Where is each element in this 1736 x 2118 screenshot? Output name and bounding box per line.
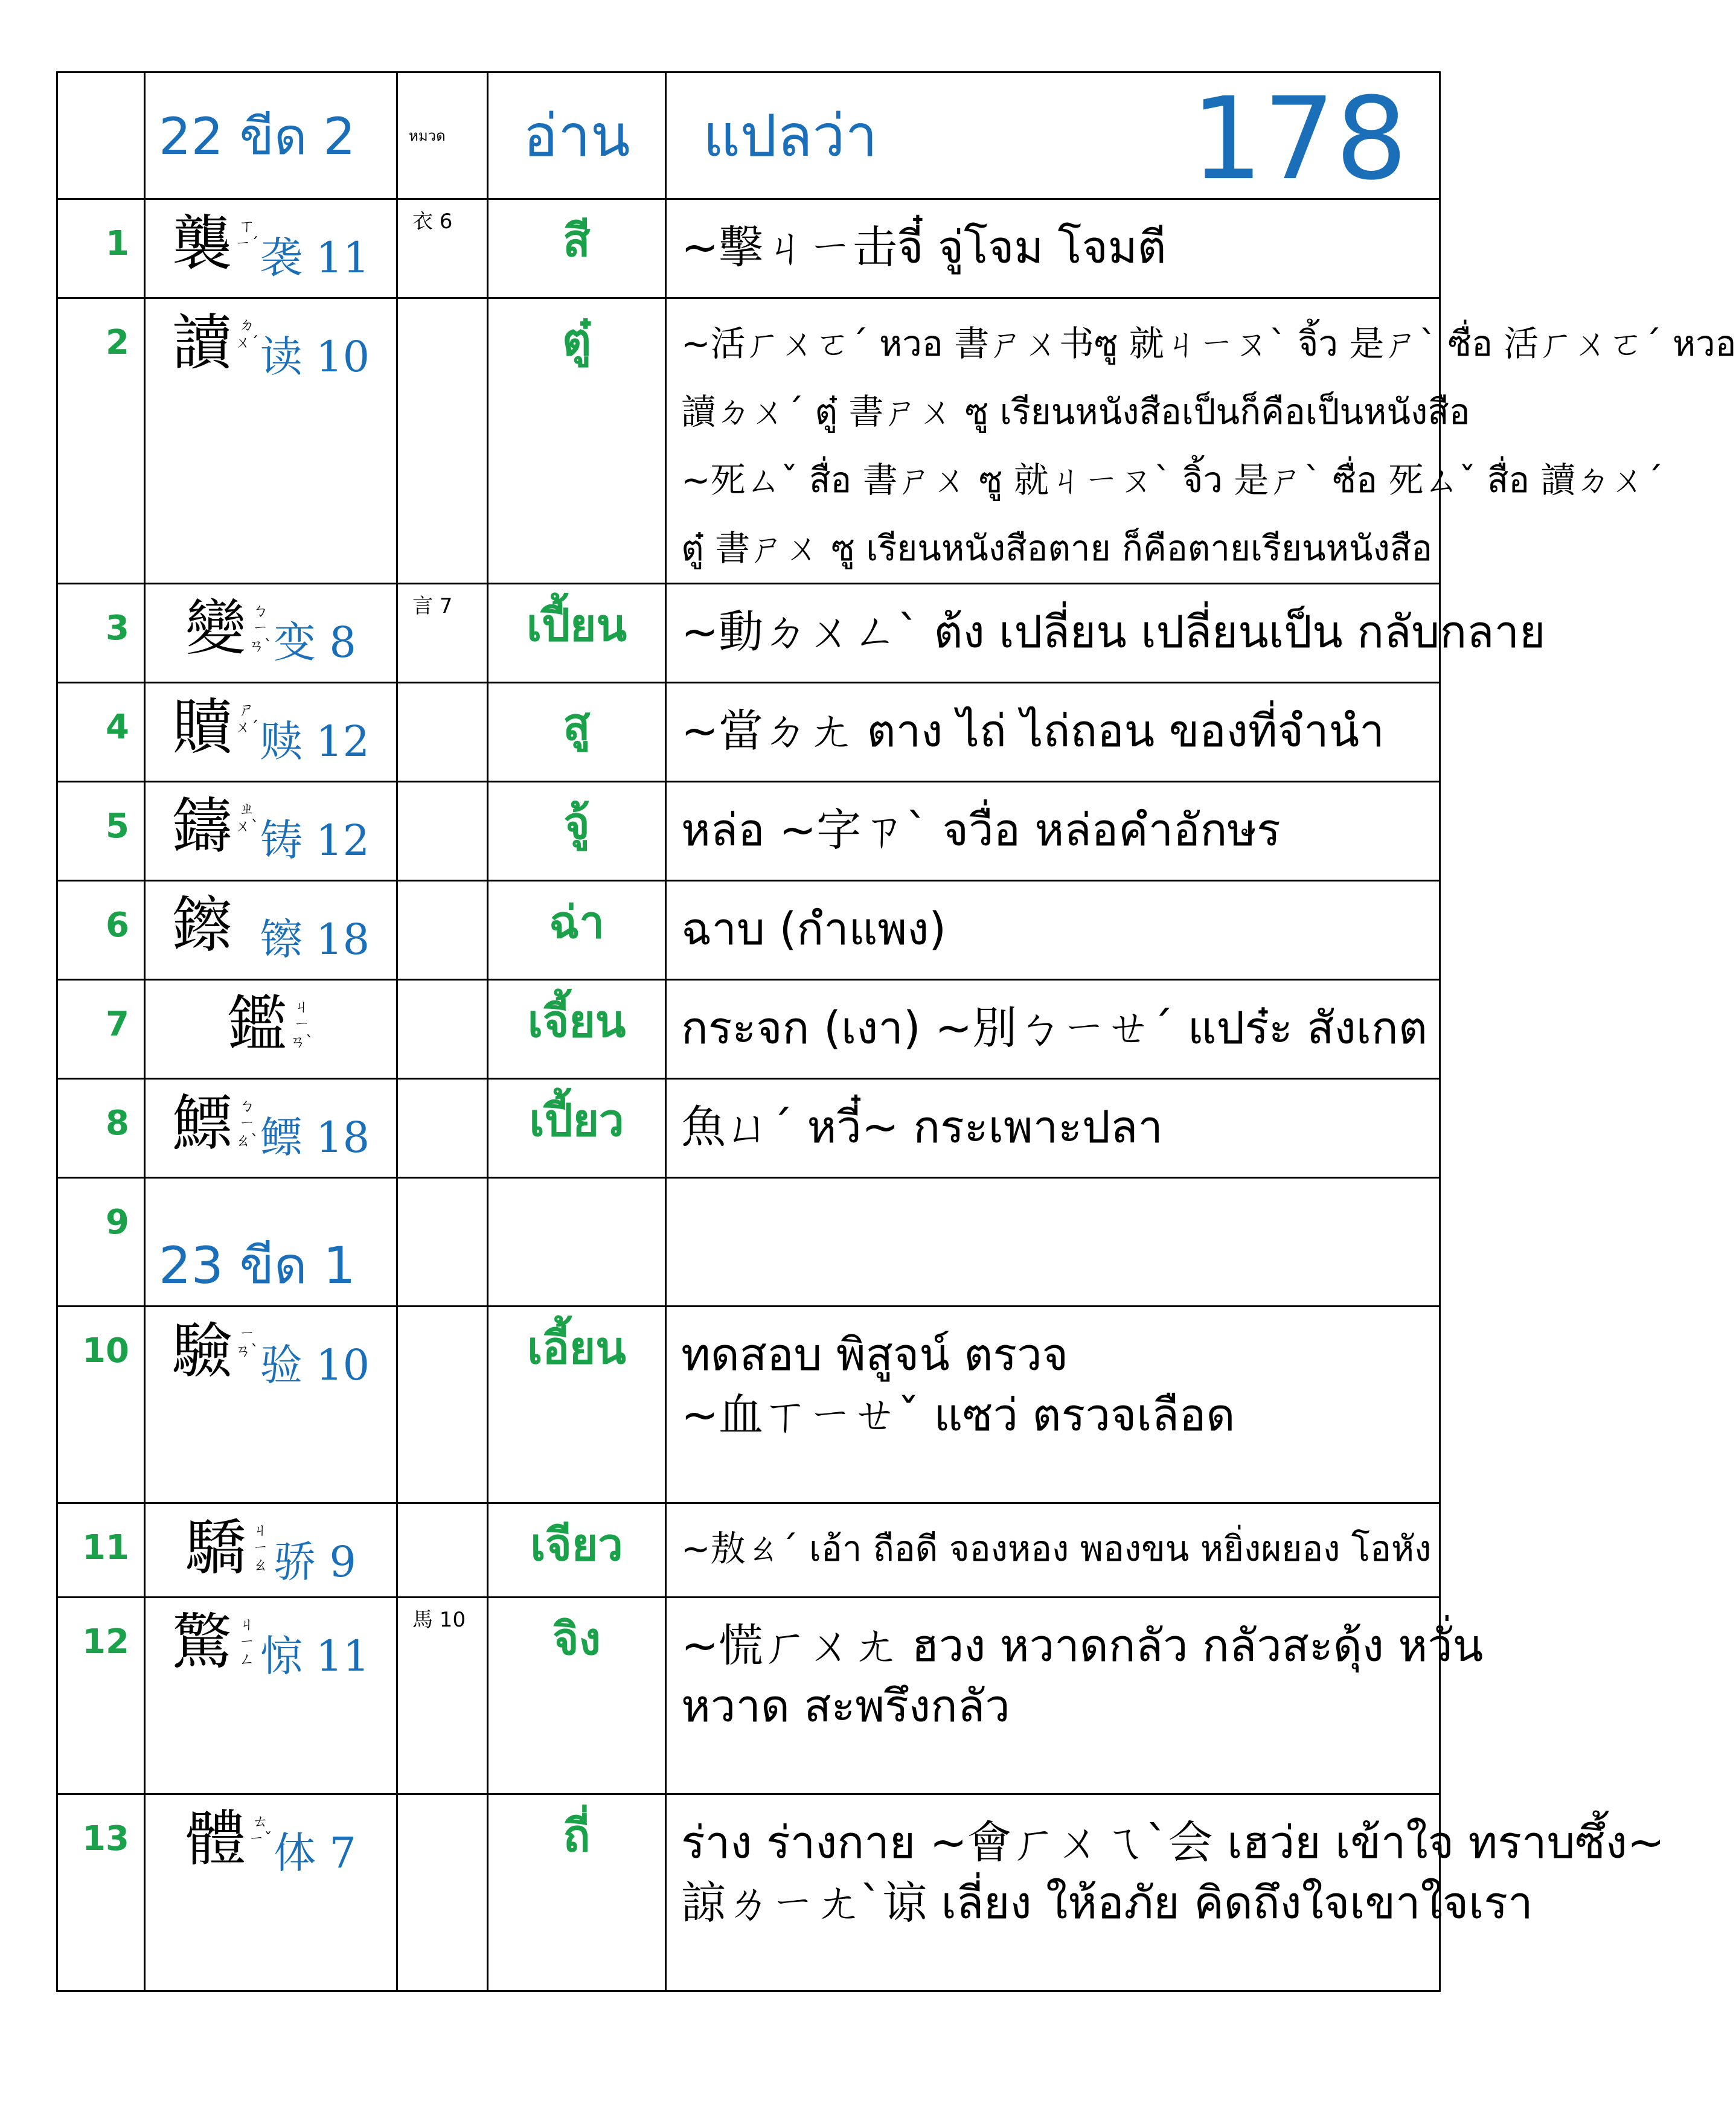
traditional-character: 鑑 [226, 989, 287, 1060]
character-group [146, 593, 396, 670]
definition-cell [666, 1503, 1440, 1598]
header-translation: แปลว่า [703, 101, 878, 170]
radical-cell [397, 298, 488, 584]
character-cell [145, 980, 397, 1079]
definition-line: 魚ㄩˊ หวี๋~ กระเพาะปลา [681, 1101, 1163, 1154]
definition-line: ~敖ㄠˊ เอ้า ถือดี จองหอง พองขน หยิ่งผยอง โอหัง [681, 1528, 1432, 1570]
definition-line: 讀ㄉㄨˊ ตู๋ 書ㄕㄨ ซู เรียนหนังสือเป็นก็คือเป็นหนังสือ [681, 391, 1470, 433]
zhuyin-annotation: ㄅㄧㄢˋ [248, 602, 272, 655]
definition-cell [666, 199, 1440, 298]
row-number: 12 [57, 1598, 145, 1794]
table-row [57, 1794, 1440, 1991]
traditional-character: 讀 [171, 307, 232, 378]
row-number: 2 [57, 298, 145, 584]
character-group [146, 208, 396, 285]
table-row [57, 1307, 1440, 1503]
radical-cell [397, 980, 488, 1079]
zhuyin-annotation: ㄓㄨˋ [235, 800, 259, 836]
character-cell [145, 782, 397, 881]
definition-line: ~死ㄙˇ สื่อ 書ㄕㄨ ซู 就ㄐㄧㄡˋ จิ้ว 是ㄕˋ ซื่อ 死ㄙˇ สื่อ 讀ㄉㄨˊ [681, 459, 1664, 501]
dictionary-table [56, 71, 1736, 1992]
thai-reading: จิง [488, 1598, 666, 1794]
thai-reading: เจี้ยน [488, 980, 666, 1079]
section-row [57, 1178, 1440, 1307]
zhuyin-annotation: ㄒㄧˊ [235, 217, 259, 253]
radical-cell [397, 1794, 488, 1991]
character-cell [145, 1503, 397, 1598]
traditional-character: 驗 [171, 1316, 232, 1387]
row-number: 13 [57, 1794, 145, 1991]
thai-reading: ตู๋ [488, 298, 666, 584]
definition-cell [666, 1079, 1440, 1178]
simplified-character: 变 8 [274, 618, 356, 668]
traditional-character: 贖 [171, 692, 232, 763]
radical-cell [397, 881, 488, 980]
character-cell [145, 199, 397, 298]
radical-cell: 衣 6 [397, 199, 488, 298]
thai-reading: จู้ [488, 782, 666, 881]
character-cell [145, 1307, 397, 1503]
zhuyin-annotation: ㄉㄨˊ [235, 316, 259, 352]
simplified-character: 读 10 [260, 332, 370, 382]
character-cell [145, 298, 397, 584]
definition-cell [666, 683, 1440, 782]
zhuyin-annotation: ㄕㄨˊ [235, 701, 259, 737]
row-number: 6 [57, 881, 145, 980]
definition-cell [666, 1794, 1665, 1991]
radical-cell [397, 782, 488, 881]
simplified-character: 体 7 [274, 1828, 356, 1878]
radical-cell: 馬 10 [397, 1598, 488, 1794]
row-number: 10 [57, 1307, 145, 1503]
definition-line: 諒ㄌㄧㄤˋ谅 เลี่ยง ให้อภัย คิดถึงใจเขาใจเรา [681, 1877, 1533, 1930]
section-stroke-count: 23 ขีด 1 [145, 1178, 397, 1307]
character-cell [145, 1598, 397, 1794]
definition-line: ตู๋ 書ㄕㄨ ซู เรียนหนังสือตาย ก็คือตายเรียนหนังสือ [681, 528, 1433, 569]
definition-cell [666, 584, 1546, 683]
simplified-character: 惊 11 [260, 1631, 370, 1681]
header-stroke-count: 22 ขีด 2 [145, 72, 397, 199]
definition-line: ~慌ㄏㄨㄤ ฮวง หวาดกลัว กลัวสะดุ้ง หวั่น [681, 1620, 1484, 1672]
definition-line: หล่อ ~字ㄗˋ จวื่อ หล่อคำอักษร [681, 804, 1281, 857]
thai-reading: ถี่ [488, 1794, 666, 1991]
row-number: 4 [57, 683, 145, 782]
table-row [57, 782, 1440, 881]
traditional-character: 鑔 [171, 890, 232, 961]
definition-line: ร่าง ร่างกาย ~會ㄏㄨㄟˋ会 เฮว่ย เข้าใจ ทราบซึ้ง~ [681, 1817, 1665, 1869]
radical-cell [397, 1307, 488, 1503]
definition-line: กระจก (เงา) ~別ㄅㄧㄝˊ แปร๋ะ สังเกต [681, 1002, 1427, 1055]
definition-cell [666, 298, 1736, 584]
table-row [57, 199, 1440, 298]
zhuyin-annotation: ㄧㄢˋ [235, 1325, 259, 1360]
row-number: 5 [57, 782, 145, 881]
character-group [146, 1607, 396, 1683]
character-group [146, 1316, 396, 1392]
definition-line: หวาด สะพรึงกลัว [681, 1680, 1010, 1733]
thai-reading: สี [488, 199, 666, 298]
character-cell [145, 683, 397, 782]
definition-cell [666, 881, 1440, 980]
thai-reading: เปี้ยน [488, 584, 666, 683]
table-row [57, 683, 1440, 782]
empty-cell [666, 1178, 1440, 1307]
thai-reading: เปี้ยว [488, 1079, 666, 1178]
row-number: 3 [57, 584, 145, 683]
header-number-cell [57, 72, 145, 199]
row-number: 8 [57, 1079, 145, 1178]
page-number: 178 [1191, 73, 1408, 205]
simplified-character: 铸 12 [260, 816, 370, 866]
character-group [146, 1803, 396, 1880]
zhuyin-annotation: ㄅㄧㄠˋ [235, 1097, 259, 1150]
definition-line: ~擊ㄐㄧ击จี๋ จู่โจม โจมตี [681, 222, 1167, 274]
character-group [146, 307, 396, 384]
table-row [57, 1503, 1440, 1598]
character-cell [145, 881, 397, 980]
row-number: 11 [57, 1503, 145, 1598]
zhuyin-annotation: ㄐㄧㄥ [239, 1616, 255, 1669]
traditional-character: 體 [185, 1803, 246, 1875]
definition-line: ~動ㄉㄨㄥˋ ต้ง เปลี่ยน เปลี่ยนเป็น กลับกลาย [681, 606, 1546, 659]
thai-reading: ฉ่า [488, 881, 666, 980]
radical-cell: 言 7 [397, 584, 488, 683]
simplified-character: 骄 9 [274, 1537, 356, 1587]
character-cell [145, 584, 397, 683]
simplified-character: 袭 11 [260, 233, 370, 283]
character-cell [145, 1794, 397, 1991]
simplified-character: 赎 12 [260, 717, 370, 767]
definition-line: ฉาบ (กำแพง) [681, 903, 947, 956]
definition-cell [666, 980, 1440, 1079]
character-group [146, 1512, 396, 1589]
character-group [146, 989, 396, 1060]
thai-reading: สู [488, 683, 666, 782]
character-cell [145, 1079, 397, 1178]
definition-line: ทดสอบ พิสูจน์ ตรวจ [681, 1329, 1069, 1381]
table-row [57, 298, 1440, 584]
simplified-character: 鳔 18 [260, 1113, 370, 1163]
radical-cell [397, 683, 488, 782]
character-group [146, 1088, 396, 1165]
definition-line: ~活ㄏㄨㄛˊ หวอ 書ㄕㄨ书ซู 就ㄐㄧㄡˋ จิ้ว 是ㄕˋ ซื่อ 活ㄏㄨㄛˊ หวอ [681, 323, 1736, 364]
header-reading: อ่าน [488, 72, 666, 199]
header-row [57, 72, 1440, 199]
row-number: 1 [57, 199, 145, 298]
character-group [146, 692, 396, 769]
zhuyin-annotation: ㄊㄧˇ [248, 1812, 272, 1848]
thai-reading: เจียว [488, 1503, 666, 1598]
character-group [146, 890, 396, 967]
definition-cell [666, 782, 1440, 881]
table-row [57, 584, 1440, 683]
table-row [57, 881, 1440, 980]
traditional-character: 驚 [171, 1607, 232, 1678]
simplified-character: 镲 18 [260, 915, 370, 965]
empty-cell [397, 1178, 488, 1307]
traditional-character: 變 [185, 593, 246, 664]
definition-cell [666, 1307, 1440, 1503]
radical-cell [397, 1079, 488, 1178]
traditional-character: 鰾 [171, 1088, 232, 1159]
row-number: 7 [57, 980, 145, 1079]
definition-cell [666, 1598, 1484, 1794]
simplified-character: 验 10 [260, 1340, 370, 1390]
zhuyin-annotation: ㄐㄧㄠ [252, 1521, 269, 1575]
definition-line: ~血ㄒㄧㄝˇ แซว่ ตรวจเลือด [681, 1389, 1235, 1442]
empty-cell [488, 1178, 666, 1307]
thai-reading: เอี้ยน [488, 1307, 666, 1503]
table-row [57, 1079, 1440, 1178]
zhuyin-annotation: ㄐㄧㄢˋ [289, 998, 313, 1051]
row-number: 9 [57, 1178, 145, 1307]
header-translation-cell [666, 72, 1440, 205]
traditional-character: 襲 [171, 208, 232, 279]
radical-cell [397, 1503, 488, 1598]
traditional-character: 驕 [185, 1512, 246, 1584]
traditional-character: 鑄 [171, 791, 232, 862]
header-radical: หมวด [397, 72, 488, 199]
table-row [57, 1598, 1440, 1794]
character-group [146, 791, 396, 868]
table-row [57, 980, 1440, 1079]
definition-line: ~當ㄉㄤ ตาง ไถ่ ไถ่ถอน ของที่จำนำ [681, 705, 1385, 758]
